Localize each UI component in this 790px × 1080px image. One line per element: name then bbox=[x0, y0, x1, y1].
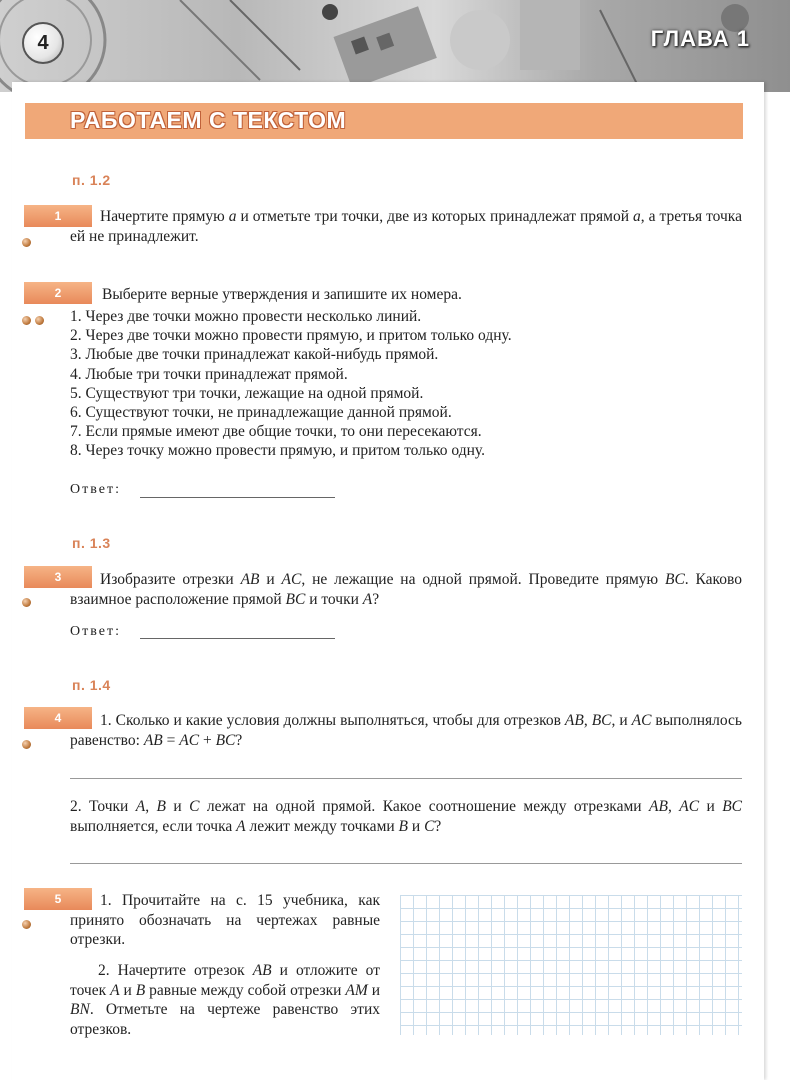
list-item: 2. Через две точки можно провести прямую, и притом только одну. bbox=[70, 327, 512, 345]
task-number-tag: 2 bbox=[24, 282, 92, 304]
task-number-tag: 3 bbox=[24, 566, 92, 588]
task-5-part1: 1. Прочитайте на с. 15 учебника, как принято обозначать на чертежах равные отрезки. bbox=[70, 892, 380, 948]
task-5-part2: 2. Начертите отрезок AB и отложите от точек A и B равные между собой отрезки AM и BN. Отметьте на чертеже равенство этих отрезков. bbox=[70, 962, 381, 1038]
difficulty-dots bbox=[22, 598, 31, 607]
task-number-tag: 4 bbox=[24, 707, 92, 729]
difficulty-dot bbox=[22, 740, 31, 749]
list-item: 5. Существуют три точки, лежащие на одной прямой. bbox=[70, 384, 424, 402]
difficulty-dot bbox=[35, 316, 44, 325]
section-title: РАБОТАЕМ С ТЕКСТОМ bbox=[70, 107, 347, 133]
difficulty-dot bbox=[22, 238, 31, 247]
difficulty-dots bbox=[22, 238, 31, 247]
header-decoration bbox=[0, 0, 790, 92]
paragraph-label: п. 1.3 bbox=[72, 535, 111, 551]
task-4-part2: 2. Точки A, B и C лежат на одной прямой. Какое соотношение между отрезками AB, AC и BC выполняется, если точка A лежит между точками B и C? bbox=[70, 798, 743, 835]
answer-field[interactable] bbox=[140, 496, 335, 498]
chapter-title: ГЛАВА 1 bbox=[650, 26, 750, 51]
statements-list bbox=[70, 307, 512, 461]
task-number-tag: 5 bbox=[24, 888, 92, 910]
difficulty-dot bbox=[22, 316, 31, 325]
drawing-grid[interactable] bbox=[400, 895, 742, 1035]
list-item: 6. Существуют точки, не принадлежащие данной прямой. bbox=[70, 404, 452, 422]
task-3-text: Изобразите отрезки AB и AC, не лежащие на одной прямой. Проведите прямую BC. Каково взаимное расположение прямой BC и точки A? bbox=[70, 571, 743, 608]
difficulty-dots bbox=[22, 740, 31, 749]
paragraph-label: п. 1.4 bbox=[72, 677, 111, 693]
answer-label: Ответ: bbox=[70, 482, 121, 497]
list-item: 4. Любые три точки принадлежат прямой. bbox=[70, 365, 348, 383]
list-item: 3. Любые две точки принадлежат какой-нибудь прямой. bbox=[70, 346, 439, 364]
section-banner bbox=[25, 103, 743, 139]
task-2-text: Выберите верные утверждения и запишите их номера. bbox=[102, 286, 462, 303]
difficulty-dots bbox=[22, 316, 44, 325]
list-item: 7. Если прямые имеют две общие точки, то они пересекаются. bbox=[70, 423, 482, 441]
difficulty-dots bbox=[22, 920, 31, 929]
task-4-part1: 1. Сколько и какие условия должны выполняться, чтобы для отрезков AB, BC, и AC выполнялось равенство: AB = AC + BC? bbox=[70, 712, 742, 749]
difficulty-dot bbox=[22, 920, 31, 929]
task-1-text: Начертите прямую a и отметьте три точки, две из которых принадлежат прямой a, а третья точка ей не принадлежит. bbox=[70, 208, 742, 245]
answer-label: Ответ: bbox=[70, 624, 121, 639]
page-number: 4 bbox=[22, 22, 64, 64]
task-number-tag: 1 bbox=[24, 205, 92, 227]
answer-line[interactable] bbox=[70, 778, 742, 779]
list-item: 1. Через две точки можно провести несколько линий. bbox=[70, 308, 422, 325]
difficulty-dot bbox=[22, 598, 31, 607]
answer-field[interactable] bbox=[140, 637, 335, 639]
paragraph-label: п. 1.2 bbox=[72, 172, 111, 188]
answer-line[interactable] bbox=[70, 863, 742, 864]
list-item: 8. Через точку можно провести прямую, и притом только одну. bbox=[70, 442, 485, 460]
